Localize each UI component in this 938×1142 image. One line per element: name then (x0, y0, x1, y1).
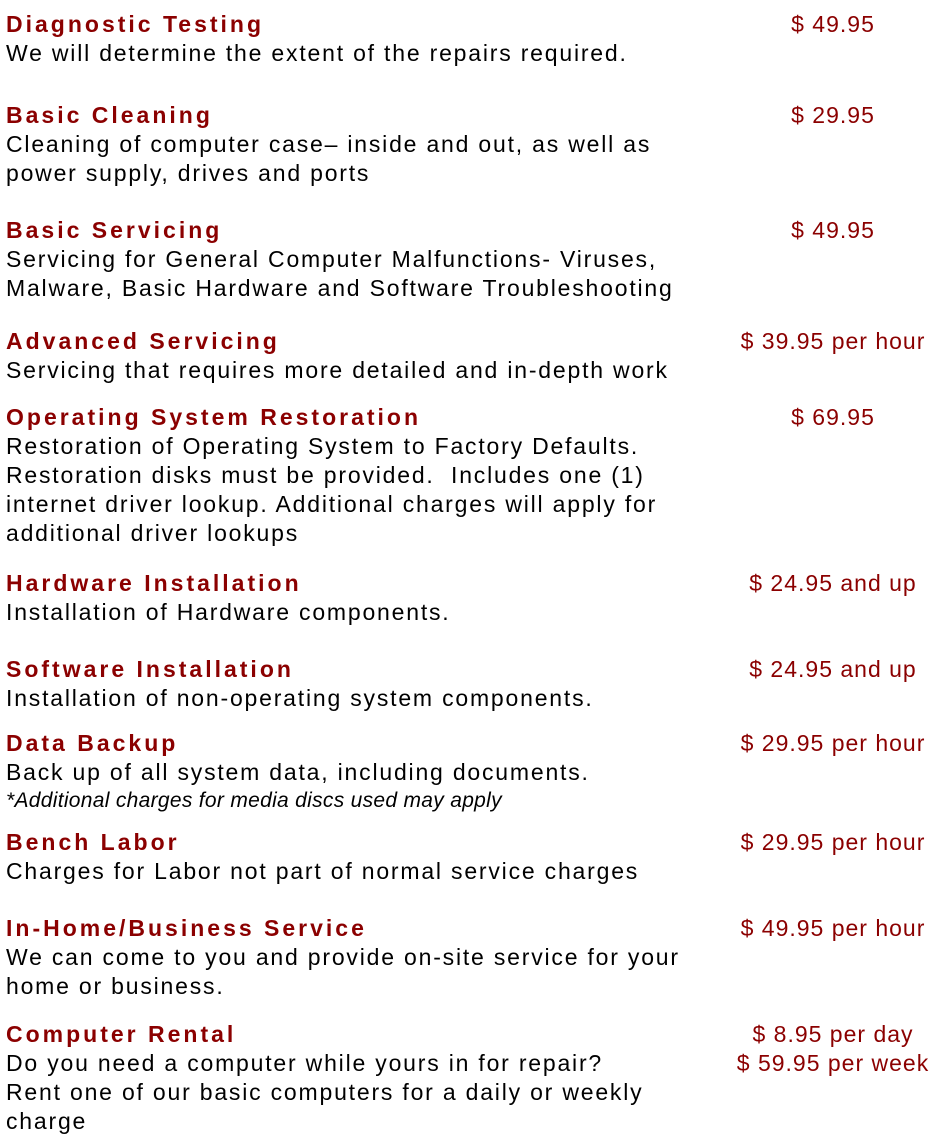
service-item (6, 1020, 938, 1136)
service-description (6, 598, 721, 627)
description-line: Cleaning of computer case– inside and out, as well as (6, 131, 652, 157)
service-price (728, 327, 938, 356)
service-price (728, 729, 938, 758)
description-line: Servicing for General Computer Malfunctions- Viruses, (6, 246, 658, 272)
price-line: $ 39.95 per hour (740, 328, 926, 354)
description-line: Rent one of our basic computers for a daily or weekly charge (6, 1079, 652, 1134)
price-line: $ 49.95 (791, 217, 875, 243)
price-line: $ 29.95 (791, 102, 875, 128)
price-line: $ 29.95 per hour (740, 730, 926, 756)
description-line: home or business. (6, 973, 225, 999)
price-line: $ 8.95 per day (752, 1021, 914, 1047)
description-line: internet driver lookup. Additional charges will apply for (6, 491, 658, 517)
service-description (6, 684, 721, 713)
service-description (6, 943, 721, 1001)
description-line: Installation of Hardware components. (6, 599, 451, 625)
service-description (6, 857, 721, 886)
description-line: Malware, Basic Hardware and Software Troubleshooting (6, 275, 674, 301)
service-description (6, 39, 721, 68)
service-item (6, 729, 938, 815)
service-price (728, 216, 938, 245)
description-line: Charges for Labor not part of normal service charges (6, 858, 640, 884)
description-line: Back up of all system data, including documents. (6, 759, 590, 785)
description-line: Installation of non-operating system components. (6, 685, 594, 711)
price-line: $ 29.95 per hour (740, 829, 926, 855)
service-name: Diagnostic Testing (6, 11, 265, 37)
price-line: $ 69.95 (791, 404, 875, 430)
service-name: Computer Rental (6, 1021, 237, 1047)
service-name: Basic Servicing (6, 217, 223, 243)
price-line: $ 49.95 (791, 11, 875, 37)
description-line: additional driver lookups (6, 520, 300, 546)
service-price (728, 101, 938, 130)
service-item (6, 914, 938, 1001)
service-name: Bench Labor (6, 829, 180, 855)
service-item (6, 828, 938, 886)
service-description (6, 245, 721, 303)
service-description (6, 432, 721, 548)
description-line: Restoration of Operating System to Factory Defaults. (6, 433, 640, 459)
service-item (6, 101, 938, 188)
service-name: Operating System Restoration (6, 404, 422, 430)
description-line: We will determine the extent of the repairs required. (6, 40, 628, 66)
service-name: In-Home/Business Service (6, 915, 367, 941)
price-list (6, 10, 938, 1136)
service-description (6, 758, 721, 815)
price-line: $ 24.95 and up (749, 656, 917, 682)
service-name: Basic Cleaning (6, 102, 213, 128)
service-item (6, 10, 938, 68)
description-line: Do you need a computer while yours in for repair? (6, 1050, 604, 1076)
service-item (6, 327, 938, 385)
service-price (728, 1020, 938, 1078)
description-note: *Additional charges for media discs used may apply (6, 789, 502, 812)
service-name: Software Installation (6, 656, 294, 682)
service-description (6, 130, 721, 188)
description-line: We can come to you and provide on-site service for your (6, 944, 680, 970)
price-line: $ 59.95 per week (736, 1050, 930, 1076)
service-item (6, 216, 938, 303)
description-line: power supply, drives and ports (6, 160, 371, 186)
service-name: Hardware Installation (6, 570, 302, 596)
service-name: Data Backup (6, 730, 179, 756)
service-description (6, 1049, 721, 1136)
description-line: Restoration disks must be provided. Includes one (1) (6, 462, 645, 488)
service-item (6, 655, 938, 713)
price-line: $ 24.95 and up (749, 570, 917, 596)
description-line: Servicing that requires more detailed and in-depth work (6, 357, 669, 383)
service-item (6, 569, 938, 627)
service-item (6, 403, 938, 548)
service-price (728, 828, 938, 857)
service-description (6, 356, 721, 385)
service-price (728, 914, 938, 943)
service-price (728, 569, 938, 598)
service-name: Advanced Servicing (6, 328, 280, 354)
service-price (728, 403, 938, 432)
service-price (728, 10, 938, 39)
price-line: $ 49.95 per hour (740, 915, 926, 941)
service-price (728, 655, 938, 684)
